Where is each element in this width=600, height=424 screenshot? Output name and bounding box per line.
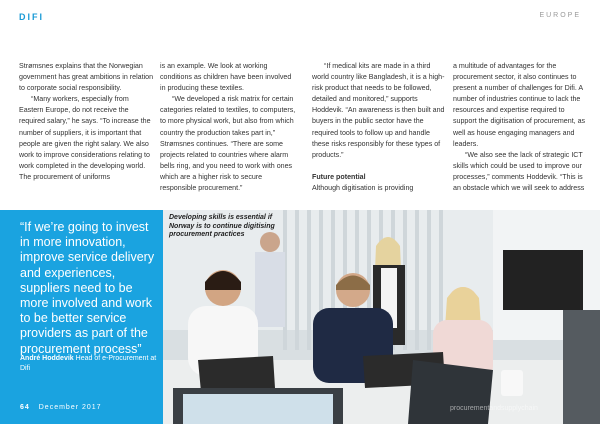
paragraph: is an example. We look at working conditions as children have been involved in producing these textiles. [160,62,292,93]
meeting-photo-illustration [163,210,600,424]
attribution-role: Head of e-Procurement at Difi [20,355,157,372]
article-body [19,61,586,206]
paragraph: Although digitisation is providing [312,183,414,192]
photo-watermark: procurementandsupplychain [450,405,538,412]
photo-caption: Developing skills is essential if Norway is to continue digitising procurement practices [169,214,275,238]
paragraph: Strømsnes explains that the Norwegian government has great ambitions in relation to corporate social responsibility. [19,62,154,93]
issue-date: December 2017 [38,404,102,411]
article-column-1 [19,61,155,183]
article-column-2 [160,61,296,194]
paragraph: “We developed a risk matrix for certain categories related to textiles, to computers, to more physical work, but also from which country the production takes part in,” Strømsnes continues. “There are some projects related to countries where alarm bells ring, and you need to work with ones which are a higher risk to secure responsible procurement.” [160,95,296,193]
meeting-photo [163,210,600,424]
pullquote-text: “If we’re going to invest in more innovation, improve service delivery and experiences, suppliers need to be more involved and work to be better service providers as part of the procurement process” [20,220,155,356]
page-number: 64 [20,404,30,411]
paragraph: “Many workers, especially from Eastern Europe, do not receive the required salary,” he says. “To increase the number of suppliers, it is important that people are given the right salary. We also work to improve considerations relating to work completed in the developing world. The procurement of uniforms [19,95,151,181]
paragraph: “We also see the lack of strategic ICT skills which could be used to improve our processes,” comments Hoddevik. “This is an obstacle which we will seek to address [453,150,585,193]
attribution-name: André Hoddevik [20,355,74,362]
page-header [0,0,600,40]
difi-logo: DIFI [19,12,44,22]
article-column-4 [453,61,589,194]
subheading: Future potential [312,172,366,181]
pullquote-attribution [20,354,160,374]
paragraph: a multitude of advantages for the procurement sector, it also continues to present a number of challenges for Difi. A number of industries continue to lack the resources and expertise required to support the digitisation of procurement, as well as house engaging managers and leaders. [453,62,586,148]
article-column-3 [312,61,448,194]
section-label: EUROPE [539,12,581,19]
paragraph: “If medical kits are made in a third world country like Bangladesh, it is a high-risk product that needs to be followed, detailed and monitored,” supports Hoddevik. “An awareness is then built and buyers in the public sector have the required tools to follow up and handle these risks responsibly for these types of products.” [312,62,445,159]
page-footer [20,404,102,411]
